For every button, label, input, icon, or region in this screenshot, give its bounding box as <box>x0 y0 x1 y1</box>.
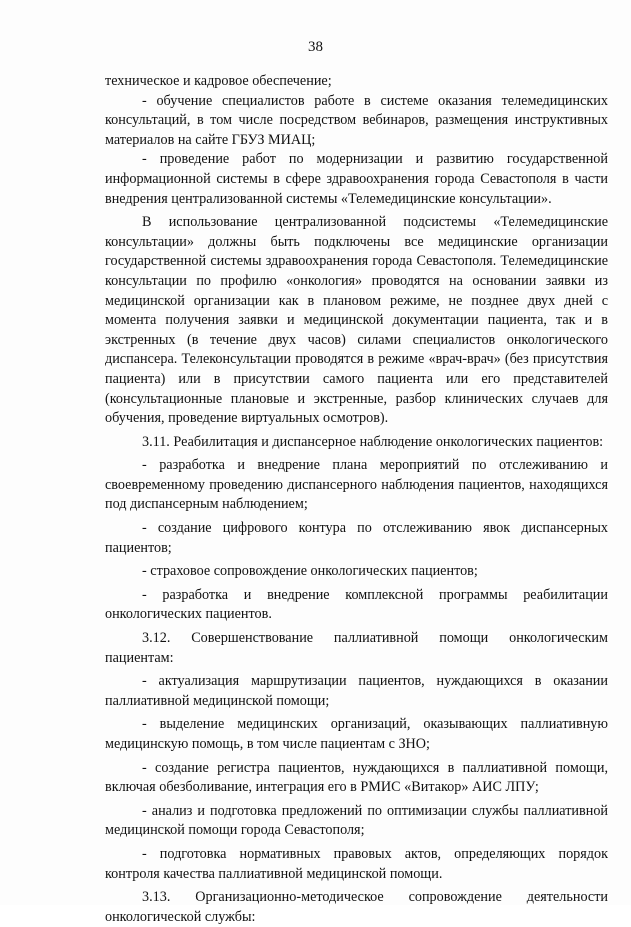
paragraph-11: - актуализация маршрутизации пациентов, нуждающихся в оказании паллиативной медицинской помощи; <box>105 673 608 709</box>
paragraph-7: - создание цифрового контура по отслеживанию явок диспансерных пациентов; <box>105 520 608 556</box>
section-3-11-heading: 3.11. Реабилитация и диспансерное наблюдение онкологических пациентов: <box>142 433 604 450</box>
page-number: 38 <box>308 39 323 55</box>
paragraph-3: - проведение работ по модернизации и развитию государственной информационной системы в сфере здравоохранения города Севастополя в части внедрения централизованной системы «Телемедицинские консультации». <box>105 151 608 207</box>
paragraph-6: - разработка и внедрение плана мероприятий по отслеживанию и своевременному проведению диспансерного наблюдения пациентов, находящихся под диспансерным наблюдением; <box>105 457 608 513</box>
paragraph-4: В использование централизованной подсистемы «Телемедицинские консультации» должны быть подключены все медицинские организации государственной системы здравоохранения города Севастополя. Телемедицинские консультации по профилю «онкология» проводятся на основании заявки из медицинской организации как в плановом режиме, не позднее двух дней с момента получения заявки и медицинской документации пациента, так и в экстренных (в течение двух часов) силами специалистов онкологического диспансера. Телеконсультации проводятся в режиме «врач-врач» (без присутствия пациента) или в присутствии самого пациента или его представителей (консультационные плановые и экстренные, разбор клинических случаев для обучения, проведение виртуальных осмотров). <box>105 214 608 427</box>
paragraph-14: - анализ и подготовка предложений по оптимизации службы паллиативной медицинской помощи города Севастополя; <box>105 802 608 839</box>
paragraph-13: - создание регистра пациентов, нуждающихся в паллиативной помощи, включая обезболивание, интеграция его в РМИС «Витакор» АИС ЛПУ; <box>105 759 608 796</box>
paragraph-9: - разработка и внедрение комплексной программы реабилитации онкологических пациентов. <box>105 586 608 623</box>
document-body <box>105 72 608 927</box>
paragraph-1: техническое и кадровое обеспечение; <box>105 73 332 89</box>
paragraph-15: - подготовка нормативных правовых актов, определяющих порядок контроля качества паллиативной медицинской помощи. <box>105 845 608 882</box>
paragraph-12: - выделение медицинских организаций, оказывающих паллиативную медицинскую помощь, в том числе пациентам с ЗНО; <box>105 716 608 752</box>
section-3-13-heading: 3.13. Организационно-методическое сопровождение деятельности онкологической службы: <box>105 889 608 925</box>
section-3-12-heading: 3.12. Совершенствование паллиативной помощи онкологическим пациентам: <box>105 630 608 666</box>
paragraph-2: - обучение специалистов работе в системе оказания телемедицинских консультаций, в том числе посредством вебинаров, размещения инструктивных материалов на сайте ГБУЗ МИАЦ; <box>105 92 608 148</box>
paragraph-8: - страховое сопровождение онкологических пациентов; <box>142 563 478 580</box>
